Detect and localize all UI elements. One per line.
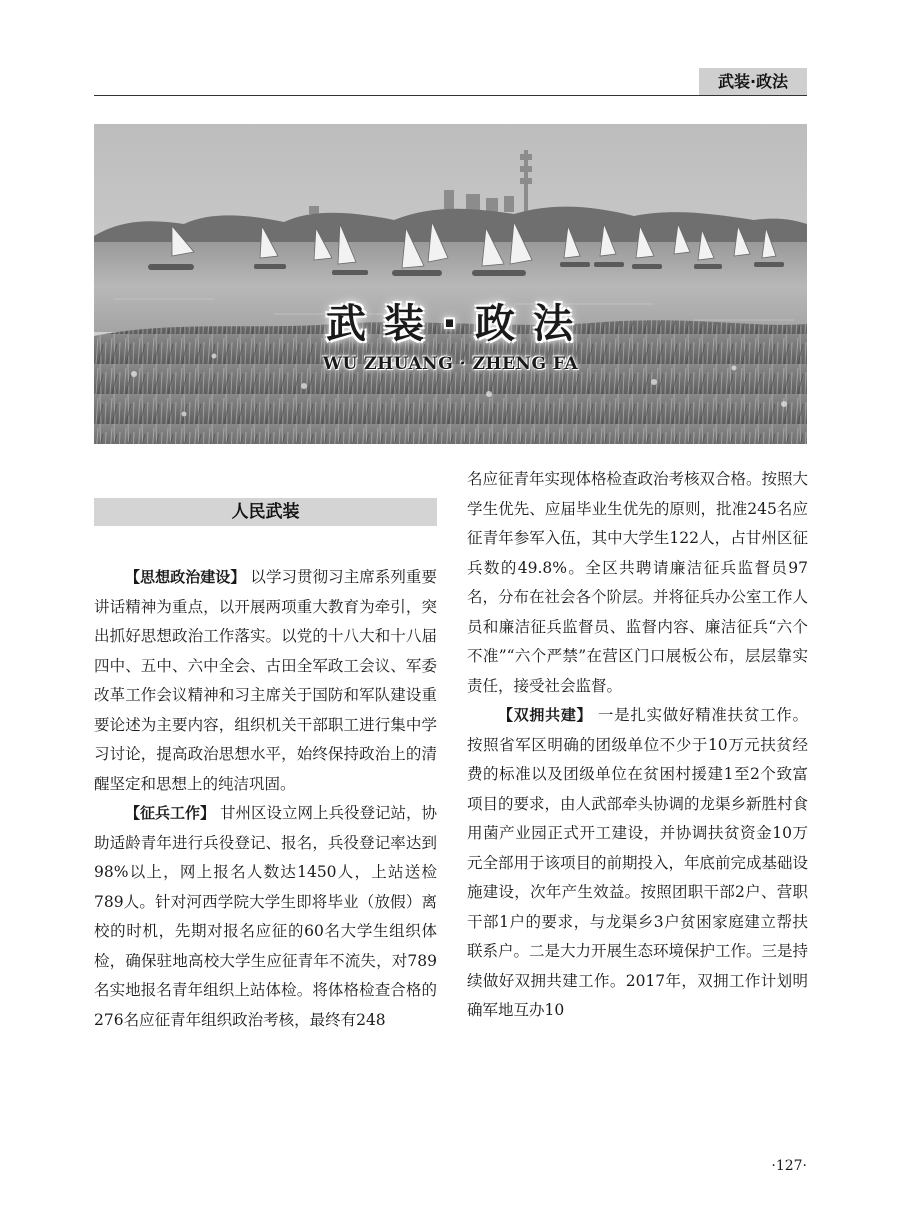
paragraph-heading: 【思想政治建设】 xyxy=(125,568,246,586)
paragraph-heading: 【双拥共建】 xyxy=(498,706,593,724)
paragraph-conscription xyxy=(94,799,437,1035)
paragraph-ideological-work xyxy=(94,563,437,799)
paragraph-mutual-support xyxy=(467,701,808,1026)
paragraph-text: 甘州区设立网上兵役登记站，协助适龄青年进行兵役登记、报名，兵役登记率达到98%以上，网上报名人数达1450人，上站送检789人。针对河西学院大学生即将毕业（放假）离校的时机，先期对报名应征的60名大学生组织体检，确保驻地高校大学生应征青年不流失，对789名实地报名青年组织上站体检。将体格检查合格的276名应征青年组织政治考核，最终有248 xyxy=(94,804,437,1029)
banner-photo-lake-sailboats xyxy=(94,124,807,444)
paragraph-heading: 【征兵工作】 xyxy=(125,804,216,822)
paragraph-text: 名应征青年实现体格检查政治考核双合格。按照大学生优先、应届毕业生优先的原则，批准245名应征青年参军入伍，其中大学生122人，占甘州区征兵数的49.8%。全区共聘请廉洁征兵监督员97名，分布在社会各个阶层。并将征兵办公室工作人员和廉洁征兵监督员、监督内容、廉洁征兵“六个不准”“六个严禁”在营区门口展板公布，层层靠实责任，接受社会监督。 xyxy=(467,470,809,695)
left-column xyxy=(94,563,437,1035)
section-header-tab: 武装·政法 xyxy=(699,68,807,95)
page-number: ·127· xyxy=(771,1158,807,1174)
paragraph-text: 一是扎实做好精准扶贫工作。按照省军区明确的团级单位不少于10万元扶贫经费的标准以及团级单位在贫困村援建1至2个致富项目的要求，由人武部牵头协调的龙渠乡新胜村食用菌产业园正式开工建设，并协调扶贫资金10万元全部用于该项目的前期投入，年底前完成基础设施建设，次年产生效益。按照团职干部2户、营职干部1户的要求，与龙渠乡3户贫困家庭建立帮扶联系户。二是大力开展生态环境保护工作。三是持续做好双拥共建工作。2017年，双拥工作计划明确军地互办10 xyxy=(467,706,809,1019)
paragraph-text: 以学习贯彻习主席系列重要讲话精神为重点，以开展两项重大教育为牵引，突出抓好思想政治工作落实。以党的十八大和十八届四中、五中、六中全会、古田全军政工会议、军委改革工作会议精神和习主席关于国防和军队建设重要论述为主要内容，组织机关干部职工进行集中学习讨论，提高政治思想水平，始终保持政治上的清醒坚定和思想上的纯洁巩固。 xyxy=(94,568,437,793)
right-column xyxy=(467,465,808,1026)
chapter-title: 武 装 · 政 法 xyxy=(326,301,575,347)
section-title: 人民武装 xyxy=(94,498,437,526)
paragraph-conscription-continued xyxy=(467,465,808,701)
chapter-banner xyxy=(94,124,807,444)
chapter-subtitle-pinyin: WU ZHUANG · ZHENG FA xyxy=(322,354,579,374)
header-divider xyxy=(94,95,807,96)
